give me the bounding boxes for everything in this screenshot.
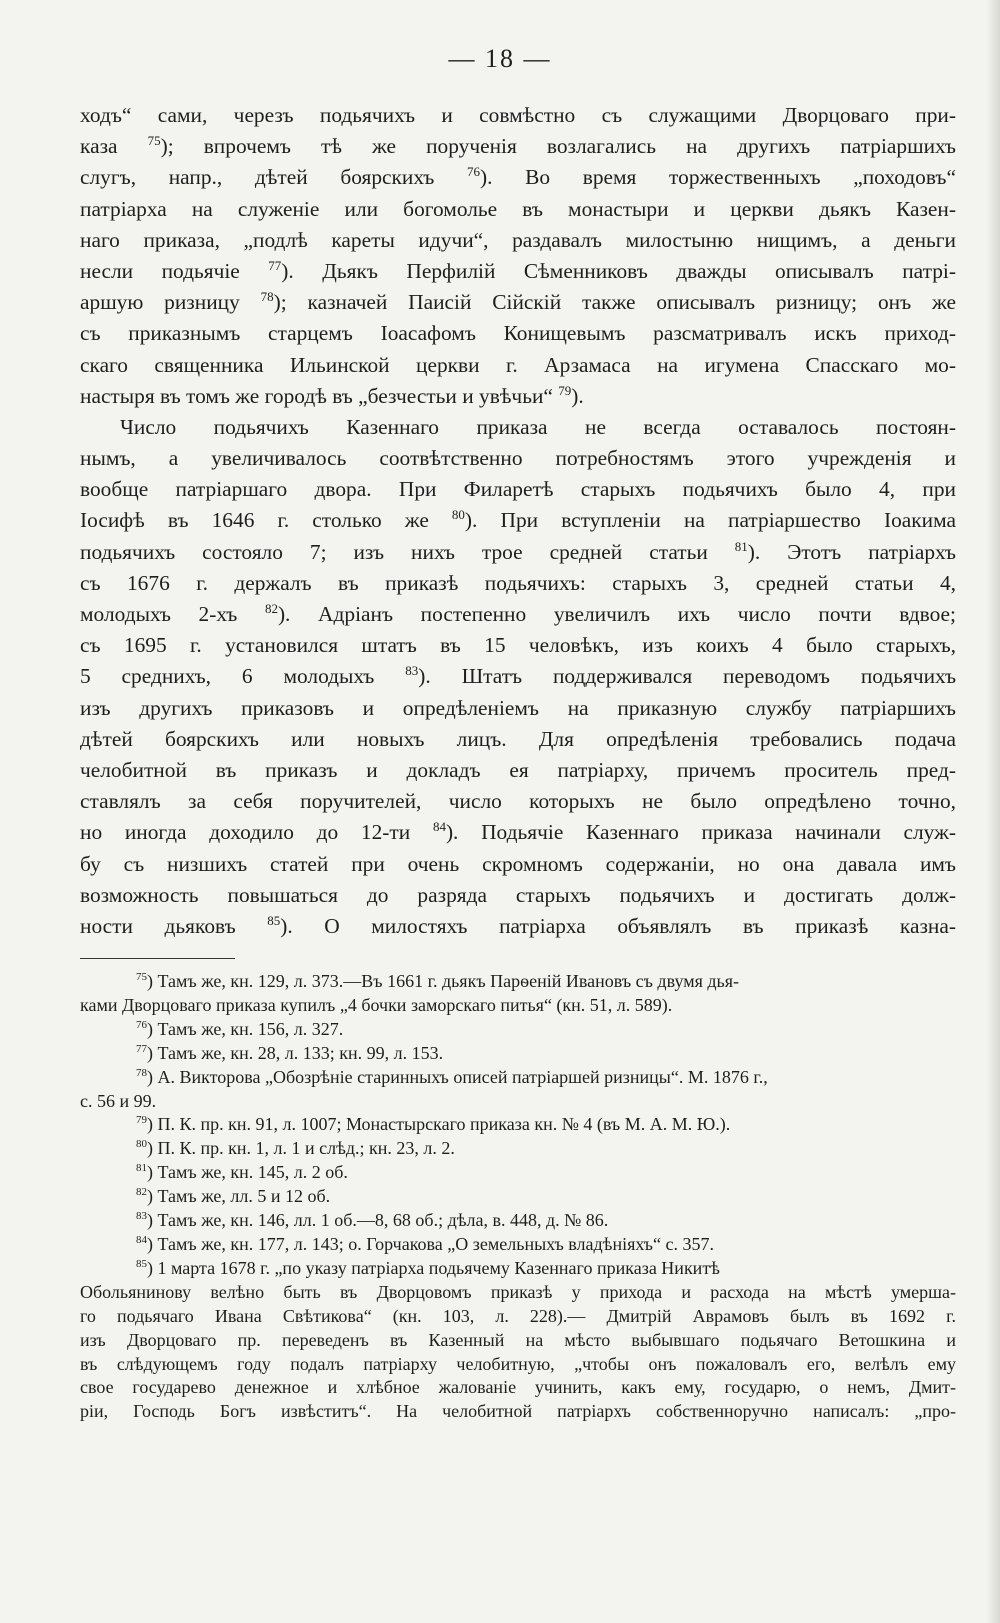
text-line: изъ другихъ приказовъ и опредѣленіемъ на приказную службу патріаршихъ	[80, 695, 956, 720]
footnote-line: $^{80}$) П. К. пр. кн. 1, л. 1 и слѣд.; кн. 23, л. 2.	[136, 1138, 455, 1159]
text-line: но иногда доходило до 12-ти $^{84}$). Подьячіе Казеннаго приказа начинали служ-	[80, 819, 956, 845]
text-line: нымъ, а увеличивалось соотвѣтственно потребностямъ этого учрежденія и	[80, 446, 956, 471]
footnote-line: $^{78}$) А. Викторова „Обозрѣніе старинныхъ описей патріаршей ризницы“. М. 1876 г.,	[136, 1066, 768, 1087]
text-line: патріарха на служеніе или богомолье въ монастыри и церкви дьякъ Казен-	[80, 196, 956, 221]
text-line: скаго священника Ильинской церкви г. Арзамаса на игумена Спасскаго мо-	[80, 352, 956, 377]
footnote-ref: 82	[264, 601, 278, 616]
text-line: 5 среднихъ, 6 молодыхъ $^{83}$). Штатъ поддерживался переводомъ подьячихъ	[80, 663, 957, 689]
footnote-line: Обольянинову велѣно быть въ Дворцовомъ приказѣ у прихода и расхода на мѣстѣ умерша-	[80, 1281, 956, 1302]
footnote-number: 78	[136, 1066, 147, 1079]
text-line: несли подьячіе $^{77}$). Дьякъ Перфилій Сѣменниковъ дважды описывалъ патрі-	[80, 257, 956, 283]
paragraph-1	[80, 100, 956, 412]
footnote-line: $^{84}$) Тамъ же, кн. 177, л. 143; о. Горчакова „О земельныхъ владѣніяхъ“ с. 357.	[136, 1233, 714, 1254]
page-number: — 18 —	[448, 44, 552, 73]
text-line: Іосифѣ въ 1646 г. столько же $^{80}$). При вступленіи на патріаршество Іоакима	[80, 507, 956, 533]
footnote-80	[80, 1137, 956, 1161]
footnote-line: въ слѣдующемъ году подалъ патріарху челобитную, „чтобы онъ пожаловалъ его, велѣлъ ему	[80, 1353, 956, 1374]
footnote-ref: 79	[558, 382, 572, 398]
footnote-79	[80, 1113, 956, 1137]
footnote-number: 76	[136, 1018, 147, 1031]
footnote-number: 85	[136, 1257, 147, 1270]
footnote-ref: 83	[405, 663, 419, 679]
footnote-separator	[80, 958, 235, 959]
footnote-line: $^{79}$) П. К. пр. кн. 91, л. 1007; Монастырскаго приказа кн. № 4 (въ М. А. М. Ю.).	[136, 1114, 731, 1135]
footnote-83	[80, 1209, 956, 1233]
main-text	[80, 100, 956, 942]
footnote-number: 84	[136, 1233, 147, 1246]
text-line: аршую ризницу $^{78}$); казначей Паисій Сійскій также описывалъ ризницу; онъ же	[80, 289, 956, 315]
footnote-82	[80, 1185, 956, 1209]
footnote-line: свое государево денежное и хлѣбное жалованіе учинить, какъ ему, государю, о немъ, Дмит-	[80, 1377, 956, 1398]
footnote-number: 83	[136, 1210, 147, 1223]
footnote-78	[80, 1066, 956, 1114]
footnote-ref: 84	[432, 819, 446, 835]
footnote-line: $^{77}$) Тамъ же, кн. 28, л. 133; кн. 99, л. 153.	[136, 1042, 444, 1063]
footnote-77	[80, 1042, 956, 1066]
text-line: вообще патріаршаго двора. При Филаретѣ старыхъ подьячихъ было 4, при	[80, 477, 956, 502]
footnote-number: 82	[136, 1186, 147, 1199]
text-line: возможность повышаться до разряда старыхъ подьячихъ и достигать долж-	[80, 882, 956, 907]
footnote-ref: 85	[267, 912, 281, 928]
footnote-ref: 77	[268, 257, 282, 273]
footnote-81	[80, 1161, 956, 1185]
text-line: слугъ, напр., дѣтей боярскихъ $^{76}$). Во время торжественныхъ „походовъ“	[80, 164, 956, 190]
footnote-84	[80, 1233, 956, 1257]
footnote-line: $^{81}$) Тамъ же, кн. 145, л. 2 об.	[136, 1162, 348, 1183]
footnote-number: 80	[136, 1138, 147, 1151]
footnote-number: 77	[136, 1042, 147, 1055]
footnote-76	[80, 1018, 956, 1042]
footnote-75	[80, 970, 956, 1018]
footnote-ref: 75	[147, 133, 161, 149]
footnote-line: ками Дворцоваго приказа купилъ „4 бочки заморскаго питья“ (кн. 51, л. 589).	[80, 994, 673, 1015]
footnote-number: 79	[136, 1114, 147, 1127]
text-line: молодыхъ 2-хъ $^{82}$). Адріанъ постепенно увеличилъ ихъ число почти вдвое;	[80, 601, 956, 626]
text-line: ности дьяковъ $^{85}$). О милостяхъ патріарха объявлялъ въ приказѣ казна-	[80, 912, 956, 938]
footnote-line: $^{83}$) Тамъ же, кн. 146, лл. 1 об.—8, 68 об.; дѣла, в. 448, д. № 86.	[136, 1210, 609, 1231]
footnote-line: $^{85}$) 1 марта 1678 г. „по указу патріарха подьячему Казеннаго приказа Никитѣ	[136, 1257, 720, 1278]
footnote-line: го подьячаго Ивана Свѣтикова“ (кн. 103, л. 228).— Дмитрій Аврамовъ былъ въ 1692 г.	[80, 1305, 956, 1326]
footnote-number: 75	[136, 971, 147, 983]
page-spine-shadow	[986, 0, 1000, 1623]
footnote-line: $^{76}$) Тамъ же, кн. 156, л. 327.	[136, 1018, 344, 1039]
text-line: дѣтей боярскихъ или новыхъ лицъ. Для опредѣленія требовались подача	[80, 726, 956, 751]
text-line: наго приказа, „подлѣ кареты идучи“, раздавалъ милостыню нищимъ, а деньги	[80, 227, 956, 252]
text-line: настыря въ томъ же городѣ въ „безчестьи и увѣчьи“ $^{79}$).	[80, 382, 584, 408]
text-line: ставлялъ за себя поручителей, число которыхъ не было опредѣлено точно,	[80, 789, 956, 814]
footnote-line: ріи, Господь Богъ извѣститъ“. На челобитной патріархъ собственноручно написалъ: „про-	[80, 1401, 956, 1422]
text-line: съ приказнымъ старцемъ Іоасафомъ Конищевымъ разсматривалъ искъ приход-	[80, 321, 956, 346]
footnote-ref: 80	[451, 507, 465, 523]
footnote-85	[80, 1257, 956, 1424]
text-line: съ 1676 г. держалъ въ приказѣ подьячихъ: старыхъ 3, средней статьи 4,	[80, 570, 956, 595]
paragraph-2	[80, 412, 956, 942]
footnotes	[80, 970, 956, 1424]
footnote-ref: 76	[466, 164, 480, 180]
text-line: челобитной въ приказъ и докладъ ея патріарху, причемъ проситель пред-	[80, 757, 956, 782]
footnote-number: 81	[136, 1162, 147, 1175]
text-line: съ 1695 г. установился штатъ въ 15 человѣкъ, изъ коихъ 4 было старыхъ,	[80, 633, 956, 658]
text-line: подьячихъ состояло 7; изъ нихъ трое средней статьи $^{81}$). Этотъ патріархъ	[80, 538, 956, 564]
footnote-line: с. 56 и 99.	[80, 1090, 157, 1111]
text-line: каза $^{75}$); впрочемъ тѣ же порученія возлагались на другихъ патріаршихъ	[80, 133, 956, 159]
text-line: бу съ низшихъ статей при очень скромномъ содержаніи, но она давала имъ	[80, 851, 956, 876]
footnote-ref: 78	[260, 289, 274, 305]
footnote-line: изъ Дворцоваго пр. переведенъ въ Казенный на мѣсто выбывшаго подьячаго Ветошкина и	[80, 1329, 956, 1350]
footnote-line: $^{75}$) Тамъ же, кн. 129, л. 373.—Въ 1661 г. дьякъ Парѳеній Ивановъ съ двумя дья-	[136, 971, 740, 991]
footnote-ref: 81	[734, 538, 748, 554]
text-line: ходъ“ сами, черезъ подьячихъ и совмѣстно съ служащими Дворцоваго при-	[80, 103, 956, 127]
footnote-line: $^{82}$) Тамъ же, лл. 5 и 12 об.	[136, 1186, 331, 1207]
text-line: Число подьячихъ Казеннаго приказа не всегда оставалось постоян-	[120, 414, 956, 439]
